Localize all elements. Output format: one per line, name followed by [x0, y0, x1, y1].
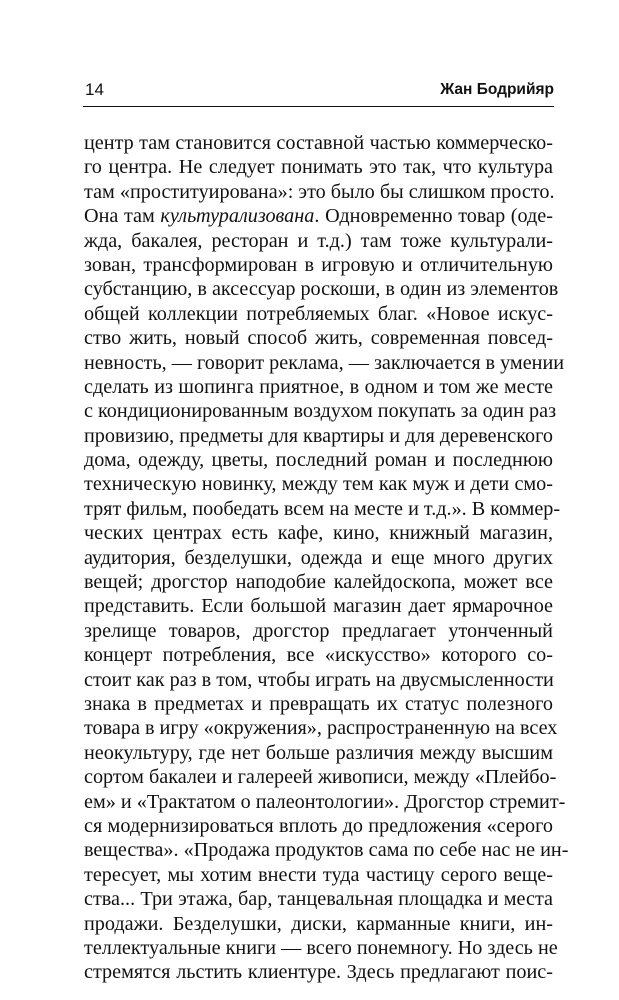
body-text — [84, 131, 569, 985]
text-line: вещества». «Продажа продуктов сама по себе нас не ин- — [84, 839, 569, 862]
text-line: ства... Три этажа, бар, танцевальная площадка и места — [84, 888, 553, 911]
text-line: ство жить, новый способ жить, современная повсед- — [84, 327, 553, 350]
text-line: концерт потребления, все «искусство» которого со- — [84, 644, 553, 667]
text-line: общей коллекции потребляемых благ. «Новое искус- — [84, 302, 553, 325]
text-line: там «проституирована»: это было бы слишком просто. — [84, 180, 555, 203]
text-line: провизию, предметы для квартиры и для деревенского — [84, 424, 553, 447]
text-line: представить. Если большой магазин дает ярмарочное — [84, 595, 553, 618]
text-line: го центра. Не следует понимать это так, что культура — [84, 156, 553, 179]
text-line: техническую новинку, между тем как муж и дети смо- — [84, 473, 553, 496]
text-line: ся модернизироваться вплоть до предложения «серого — [84, 814, 553, 837]
text-line: субстанцию, в аксессуар роскоши, в один из элементов — [84, 278, 559, 301]
text-line: Она там культурализована. Одновременно товар (оде- — [84, 205, 553, 228]
text-line: неокультуру, где нет больше различия между высшим — [84, 741, 553, 764]
text-line: трят фильм, пообедать всем на месте и т.д.». В коммер- — [84, 497, 561, 520]
text-line: ческих центрах есть кафе, кино, книжный магазин, — [84, 522, 553, 545]
text-line: с кондиционированным воздухом покупать за один раз — [84, 400, 557, 423]
text-line: тересует, мы хотим внести туда частицу серого веще- — [84, 863, 553, 886]
text-line: невность, — говорит реклама, — заключается в умении — [84, 351, 565, 374]
text-line: вещей; дрогстор наподобие калейдоскопа, может все — [84, 571, 553, 594]
running-header — [83, 80, 554, 107]
text-line: ем» и «Трактатом о палеонтологии». Дрогстор стремит- — [84, 790, 566, 813]
text-line: дома, одежду, цветы, последний роман и последнюю — [84, 449, 553, 472]
text-line: центр там становится составной частью коммерческо- — [84, 132, 553, 154]
running-title-author: Жан Бодрийяр — [440, 81, 554, 98]
text-line: знака в предметах и превращать их статус полезного — [84, 692, 553, 715]
page-number: 14 — [85, 80, 104, 99]
text-line: стремятся льстить клиентуре. Здесь предлагают поис- — [84, 961, 553, 984]
text-line: сделать из шопинга приятное, в одном и том же месте — [84, 375, 553, 398]
text-line: стоит как раз в том, чтобы играть на двусмысленности — [84, 668, 554, 691]
text-line: товара в игру «окружения», распространенную на всех — [84, 717, 558, 740]
italic-term: культурализована — [160, 205, 315, 228]
text-line: зован, трансформирован в игровую и отличительную — [84, 253, 553, 276]
text-line: жда, бакалея, ресторан и т.д.) там тоже культурали- — [84, 229, 553, 252]
text-line: зрелище товаров, дрогстор предлагает утонченный — [84, 619, 553, 642]
text-line: сортом бакалеи и галереей живописи, между «Плейбо- — [84, 766, 557, 789]
text-line: продажи. Безделушки, диски, карманные книги, ин- — [84, 912, 553, 935]
text-line: аудитория, безделушки, одежда и еще много других — [84, 546, 553, 569]
text-line: теллектуальные книги — всего понемногу. Но здесь не — [84, 936, 558, 959]
